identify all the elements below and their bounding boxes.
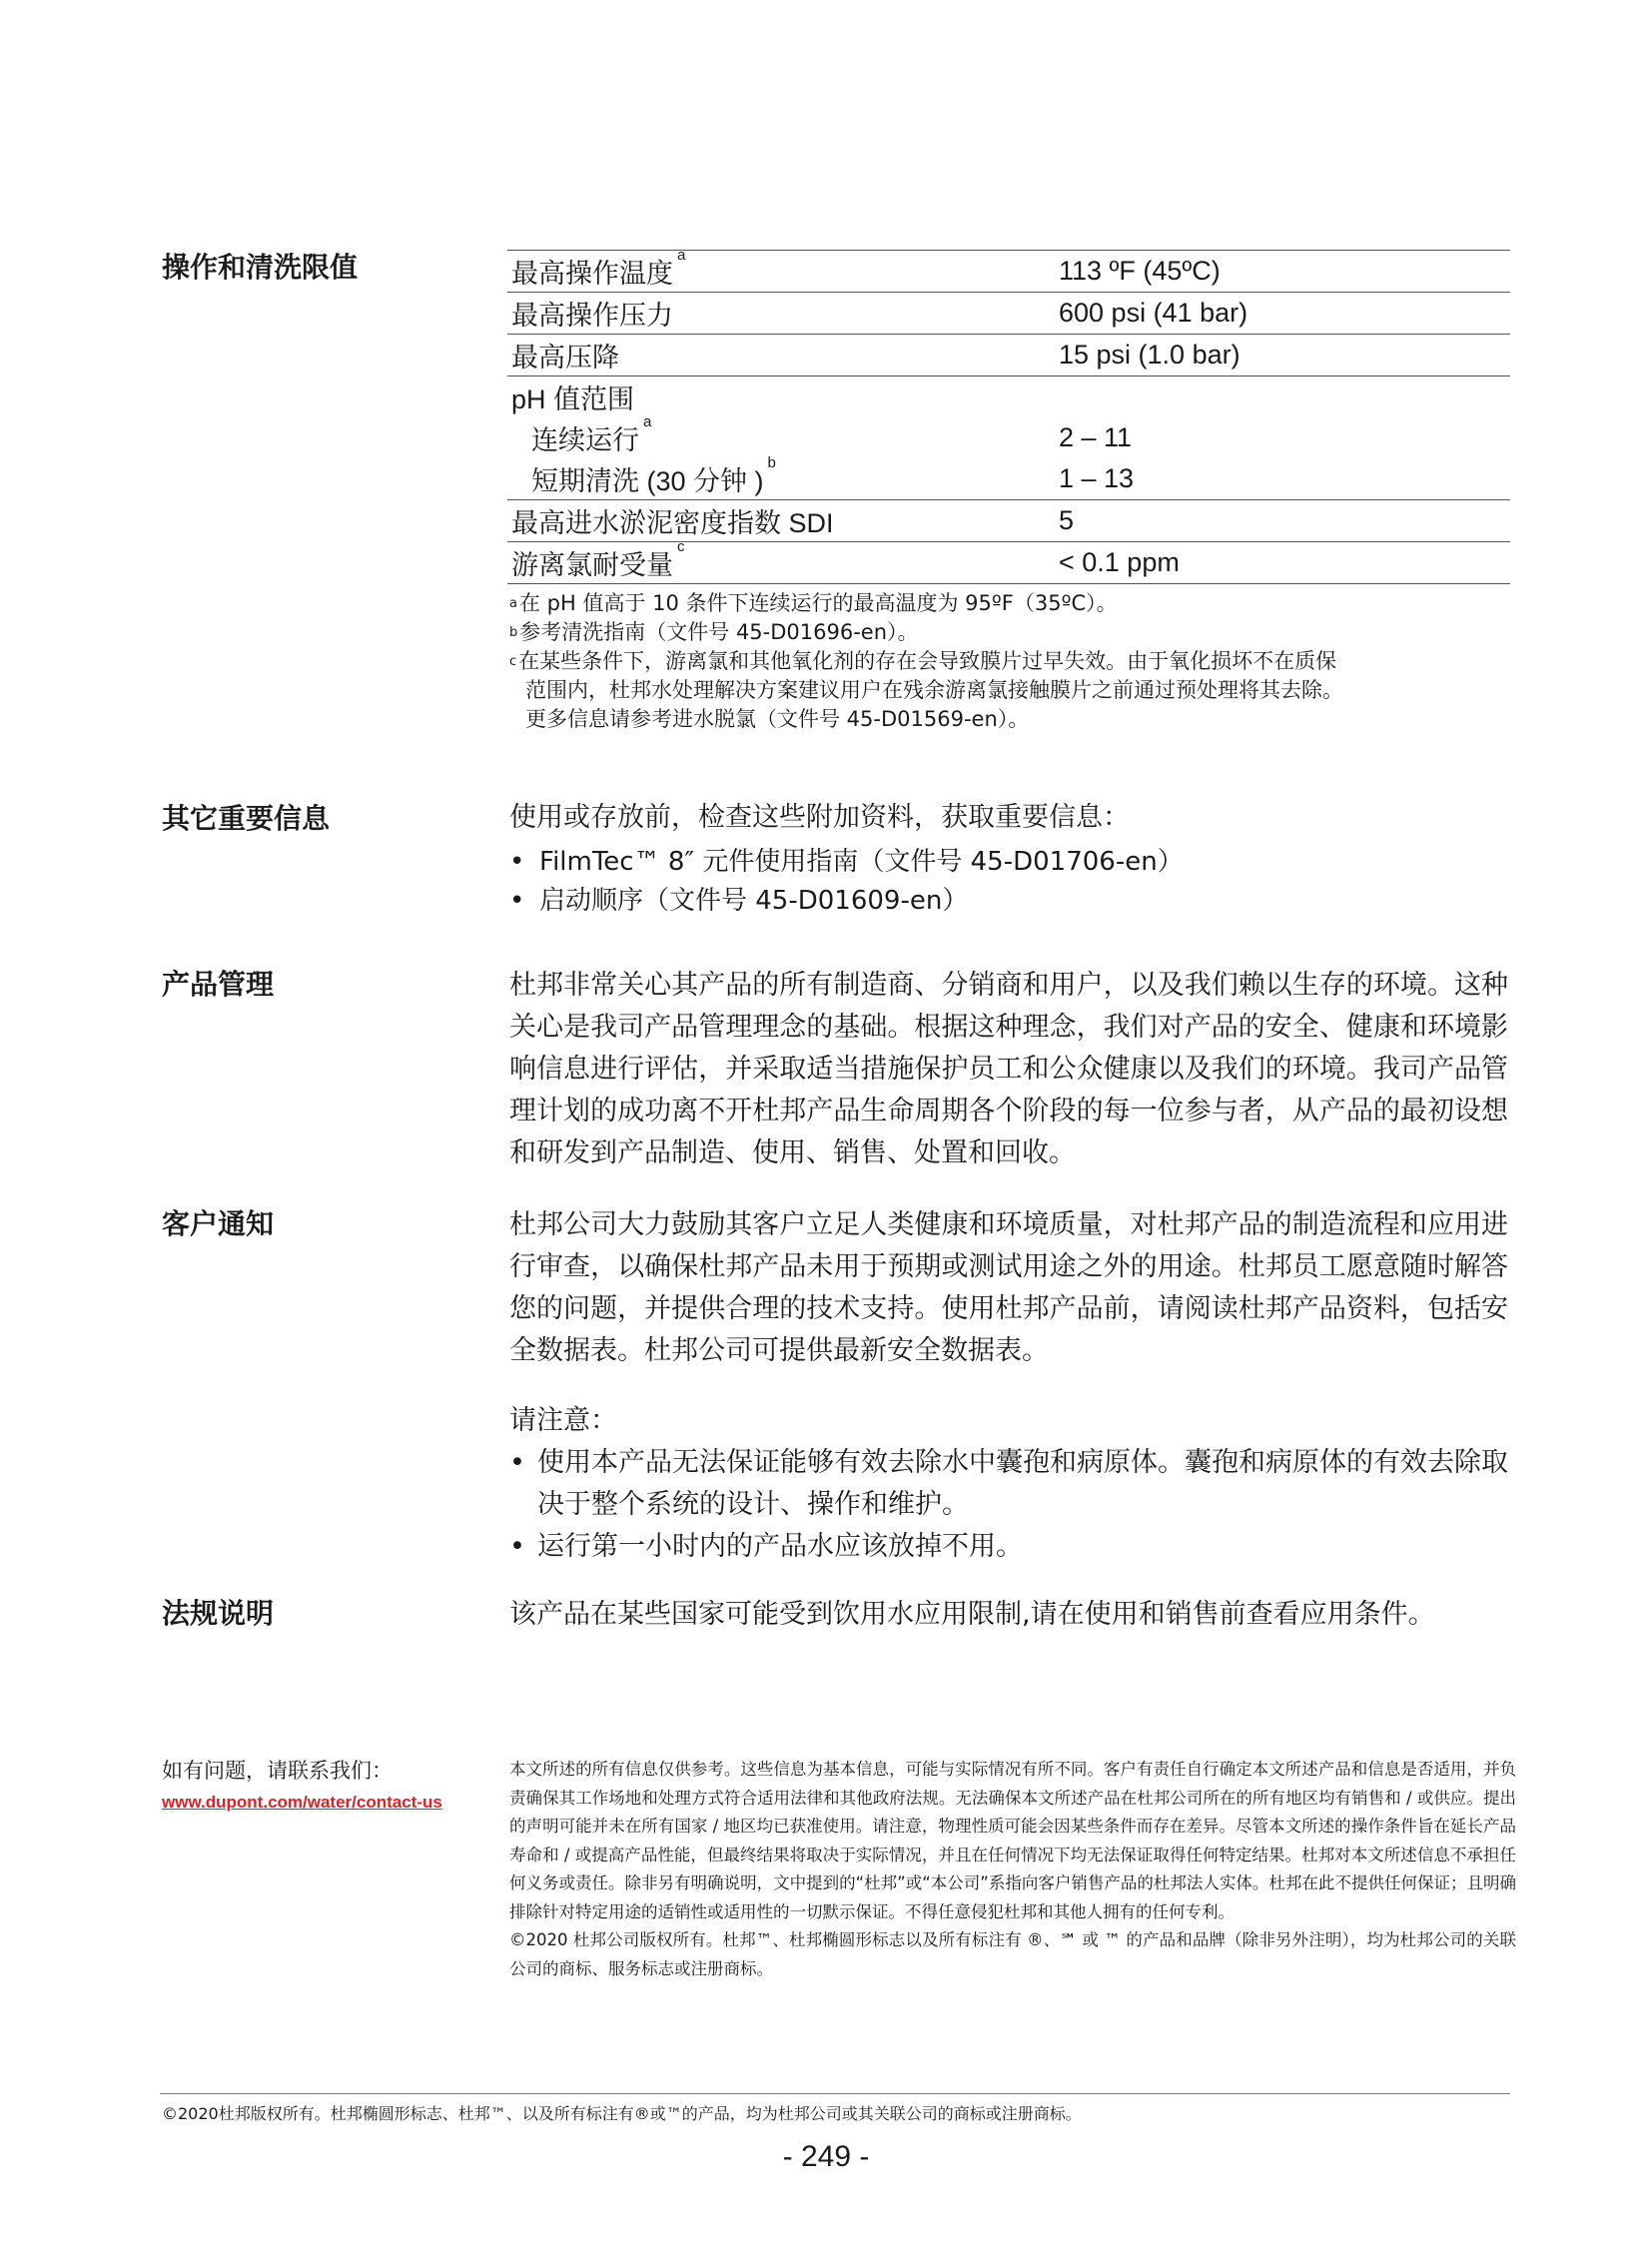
stewardship-text: 杜邦非常关心其产品的所有制造商、分销商和用户，以及我们赖以生存的环境。这种关心是我司产品管理理念的基础。根据这种理念，我们对产品的安全、健康和环境影响信息进行评估，并采取适当措施保护员工和公众健康以及我们的环境。我司产品管理计划的成功离不开杜邦产品生命周期各个阶段的每一位参与者，从产品的最初设想和研发到产品制造、使用、销售、处置和回收。	[509, 970, 1508, 1168]
row-value: 15 psi (1.0 bar)	[1055, 335, 1510, 376]
list-item: • 使用本产品无法保证能够有效去除水中囊孢和病原体。囊孢和病原体的有效去除取决于整个系统的设计、操作和维护。	[509, 1447, 1508, 1520]
row-value	[1055, 376, 1510, 418]
footer-divider	[160, 2093, 1510, 2094]
row-label: pH 值范围	[511, 384, 635, 414]
other-info-body	[509, 797, 1508, 921]
footer-note: ©2020杜邦版权所有。杜邦椭圆形标志、杜邦™、以及所有标注有®或™的产品，均为杜邦公司或其关联公司的商标或注册商标。	[162, 2104, 1082, 2123]
row-label: 连续运行	[531, 425, 639, 455]
row-value: 1 – 13	[1059, 463, 1135, 493]
notes-title: 请注意：	[509, 1405, 617, 1436]
disclaimer-text: 本文所述的所有信息仅供参考。这些信息为基本信息，可能与实际情况有所不同。客户有责任自行确定本文所述产品和信息是否适用，并负责确保其工作场地和处理方式符合适用法律和其他政府法规。无法确保本文所述产品在杜邦公司所在的所有地区均有销售和 / 或供应。提出的声明可能并未在所有国家 / 地区均已获准使用。请注意，物理性质可能会因某些条件而存在差异。尽管本文所述的操作条件旨在延长产品寿命和 / 或提高产品性能，但最终结果将取决于实际情况，并且在任何情况下均无法保证取得任何特定结果。杜邦对本文所述信息不承担任何义务或责任。除非另有明确说明，文中提到的“杜邦”或“本公司”系指向客户销售产品的杜邦法人实体。杜邦在此不提供任何保证；且明确排除针对特定用途的适销性或适用性的一切默示保证。不得任意侵犯杜邦和其他人拥有的任何专利。	[509, 1760, 1516, 1921]
disclaimer-copyright: ©2020 杜邦公司版权所有。杜邦™、杜邦椭圆形标志以及所有标注有 ®、℠ 或 ™ 的产品和品牌（除非另外注明），均为杜邦公司的关联公司的商标、服务标志或注册商标。	[509, 1930, 1516, 1978]
limits-table	[507, 247, 1510, 584]
other-info-intro: 使用或存放前，检查这些附加资料，获取重要信息：	[509, 802, 1130, 833]
footnote-ref: c	[677, 538, 685, 555]
row-label: 游离氯耐受量	[511, 550, 673, 580]
list-item: • FilmTec™ 8″ 元件使用指南（文件号 45-D01706-en）	[509, 847, 1184, 877]
footnote-ref: a	[677, 247, 686, 264]
row-value: 600 psi (41 bar)	[1055, 293, 1510, 335]
row-label: 短期清洗 (30 分钟 )	[531, 466, 764, 496]
list-item: • 启动顺序（文件号 45-D01609-en）	[509, 886, 969, 916]
row-value: 5	[1055, 500, 1510, 542]
footnote-ref: b	[767, 454, 776, 471]
row-label: 最高进水淤泥密度指数 SDI	[511, 508, 834, 538]
row-label: 最高操作温度	[511, 259, 673, 289]
list-item: • 运行第一小时内的产品水应该放掉不用。	[509, 1531, 1023, 1562]
row-label: 最高压降	[511, 343, 619, 373]
disclaimer	[509, 1756, 1516, 1983]
notes-list	[509, 1442, 1508, 1568]
contact-label: 如有问题，请联系我们：	[162, 1759, 393, 1783]
table-footnotes	[509, 589, 1518, 734]
customer-notice-text: 杜邦公司大力鼓励其客户立足人类健康和环境质量，对杜邦产品的制造流程和应用进行审查，以确保杜邦产品未用于预期或测试用途之外的用途。杜邦员工愿意随时解答您的问题，并提供合理的技术支持。使用杜邦产品前，请阅读杜邦产品资料，包括安全数据表。杜邦公司可提供最新安全数据表。	[509, 1209, 1508, 1366]
table-row	[507, 293, 1510, 335]
row-value: 113 ºF (45ºC)	[1055, 251, 1510, 293]
table-row	[507, 542, 1510, 584]
section-label-regulatory: 法规说明	[162, 1597, 275, 1630]
table-row	[507, 500, 1510, 542]
table-row	[507, 251, 1510, 293]
table-row	[507, 417, 1510, 458]
section-label-customer-notice: 客户通知	[162, 1207, 275, 1240]
footnote-b: $^b$参考清洗指南（文件号 45-D01696-en）。	[509, 620, 919, 644]
section-label-stewardship: 产品管理	[162, 968, 275, 1001]
footnote-c: $^c$在某些条件下，游离氯和其他氧化剂的存在会导致膜片过早失效。由于氧化损坏不在质保 范围内，杜邦水处理解决方案建议用户在残余游离氯接触膜片之前通过预处理将其去除。 更多信息请参考进水脱氯（文件号 45-D01569-en）。	[509, 649, 1343, 731]
table-row	[507, 335, 1510, 376]
row-label: 最高操作压力	[511, 301, 673, 331]
footnote-a: $^a$在 pH 值高于 10 条件下连续运行的最高温度为 95ºF（35ºC）。	[509, 591, 1118, 615]
footnote-ref: a	[643, 413, 652, 430]
row-value: < 0.1 ppm	[1055, 542, 1510, 584]
section-label-limits: 操作和清洗限值	[162, 251, 359, 284]
other-info-list	[509, 843, 1508, 921]
row-value: 2 – 11	[1059, 422, 1133, 452]
regulatory-text: 该产品在某些国家可能受到饮用水应用限制,请在使用和销售前查看应用条件。	[509, 1599, 1435, 1630]
contact-link[interactable]: www.dupont.com/water/contact-us	[162, 1793, 442, 1812]
table-row	[507, 376, 1510, 418]
customer-notice-notes	[509, 1400, 1508, 1568]
section-label-other-info: 其它重要信息	[162, 802, 331, 835]
table-row	[507, 458, 1510, 500]
page-number: - 249 -	[782, 2140, 870, 2173]
